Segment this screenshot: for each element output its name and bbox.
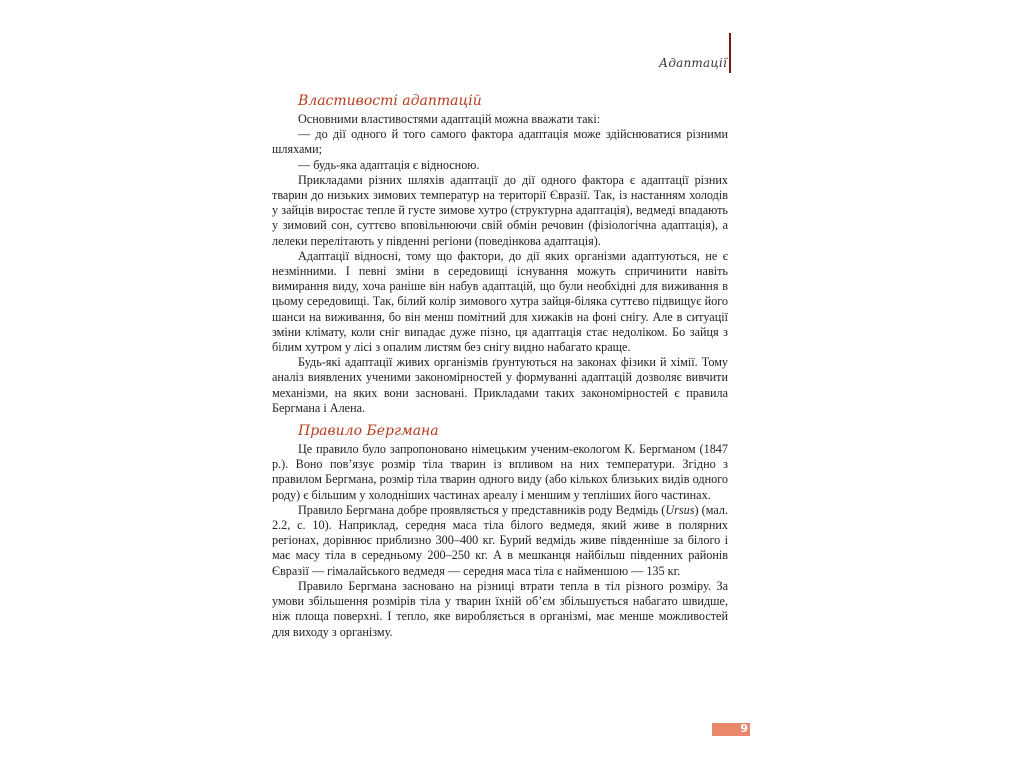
- page-number: 9: [740, 722, 748, 735]
- paragraph-ursus: [272, 503, 728, 579]
- paragraph: Правило Бергмана засновано на різниці втрати тепла в тіл різного розміру. За умови збільшення розмірів тіла у тварин їхній об’єм збільшується набагато швидше, ніж площа поверхні. І тепло, яке виробляється в організмі, має менше можливостей для виходу з організму.: [272, 578, 728, 639]
- running-title: Адаптації: [659, 56, 727, 70]
- section-title-bergmann-rule: Правило Бергмана: [298, 423, 439, 440]
- paragraph-dash-item: — до дії одного й того самого фактора адаптація може здійснюватися різними шляхами;: [272, 127, 728, 157]
- text-segment: Правило Бергмана добре проявляється у представників роду Ведмідь (: [298, 502, 666, 517]
- section-title-properties: Властивості адаптацій: [298, 93, 482, 109]
- paragraph: Прикладами різних шляхів адаптації до дії одного фактора є адаптації різних тварин до низьких зимових температур на території Євразії. Так, із настанням холодів у зайців виростає тепле й густе зимове хутро (структурна адаптація), ведмеді впадають у зимовий сон, суттєво вповільнюючи свій обмін речовин (фізіологічна адаптація), а лелеки перелітають у південні регіони (поведінкова адаптація).: [272, 172, 728, 248]
- paragraph: Це правило було запропоновано німецьким ученим-екологом К. Бергманом (1847 р.). Воно пов’язує розмір тіла тварин із впливом на них температури. Згідно з правилом Бергмана, розмір тіла тварин одного виду (або кількох близьких видів одного роду) є більшим у холодніших частинах ареалу і меншим у тепліших його частинах.: [272, 442, 728, 502]
- page-number-tab: [712, 723, 750, 736]
- latin-genus-name: Ursus: [665, 502, 695, 517]
- paragraph-dash-item: — будь-яка адаптація є відносною.: [298, 157, 480, 172]
- paragraph: Будь-які адаптації живих організмів ґрунтуються на законах фізики й хімії. Тому аналіз виявлених ученими закономірностей у формуванні адаптацій дозволяє вивчити механізми, на яких вони засновані. Прикладами таких закономірностей є правила Бергмана і Алена.: [272, 355, 728, 415]
- paragraph: Адаптації відносні, тому що фактори, до дії яких організми адаптуються, не є незмінними. І певні зміни в середовищі існування можуть спричинити навіть вимирання виду, хоча раніше він набув адаптацій, що були необхідні для виживання в цьому середовищі. Так, білий колір зимового хутра зайця-біляка суттєво підвищує його шанси на виживання, бо він менш помітний для хижаків на фоні снігу. Але в ситуації зміни клімату, коли сніг випадає дуже пізно, ця адаптація стає недоліком. Бо зайця з білим хутром у лісі з опалим листям без снігу видно набагато краще.: [272, 248, 728, 355]
- header-rule: [729, 33, 731, 73]
- paragraph: Основними властивостями адаптацій можна вважати такі:: [298, 112, 601, 126]
- page-content: [272, 92, 728, 640]
- text-segment: ) (мал. 2.2, с. 10). Наприклад, середня маса тіла білого ведмедя, який живе в полярних регіонах, дорівнює приблизно 300–400 кг. Бурий ведмідь живе південніше за білого і має масу тіла в середньому 200–250 кг. А в мешканця найбільш південних районів Євразії — гімалайського ведмедя — середня маса тіла є найменшою — 135 кг.: [272, 502, 728, 578]
